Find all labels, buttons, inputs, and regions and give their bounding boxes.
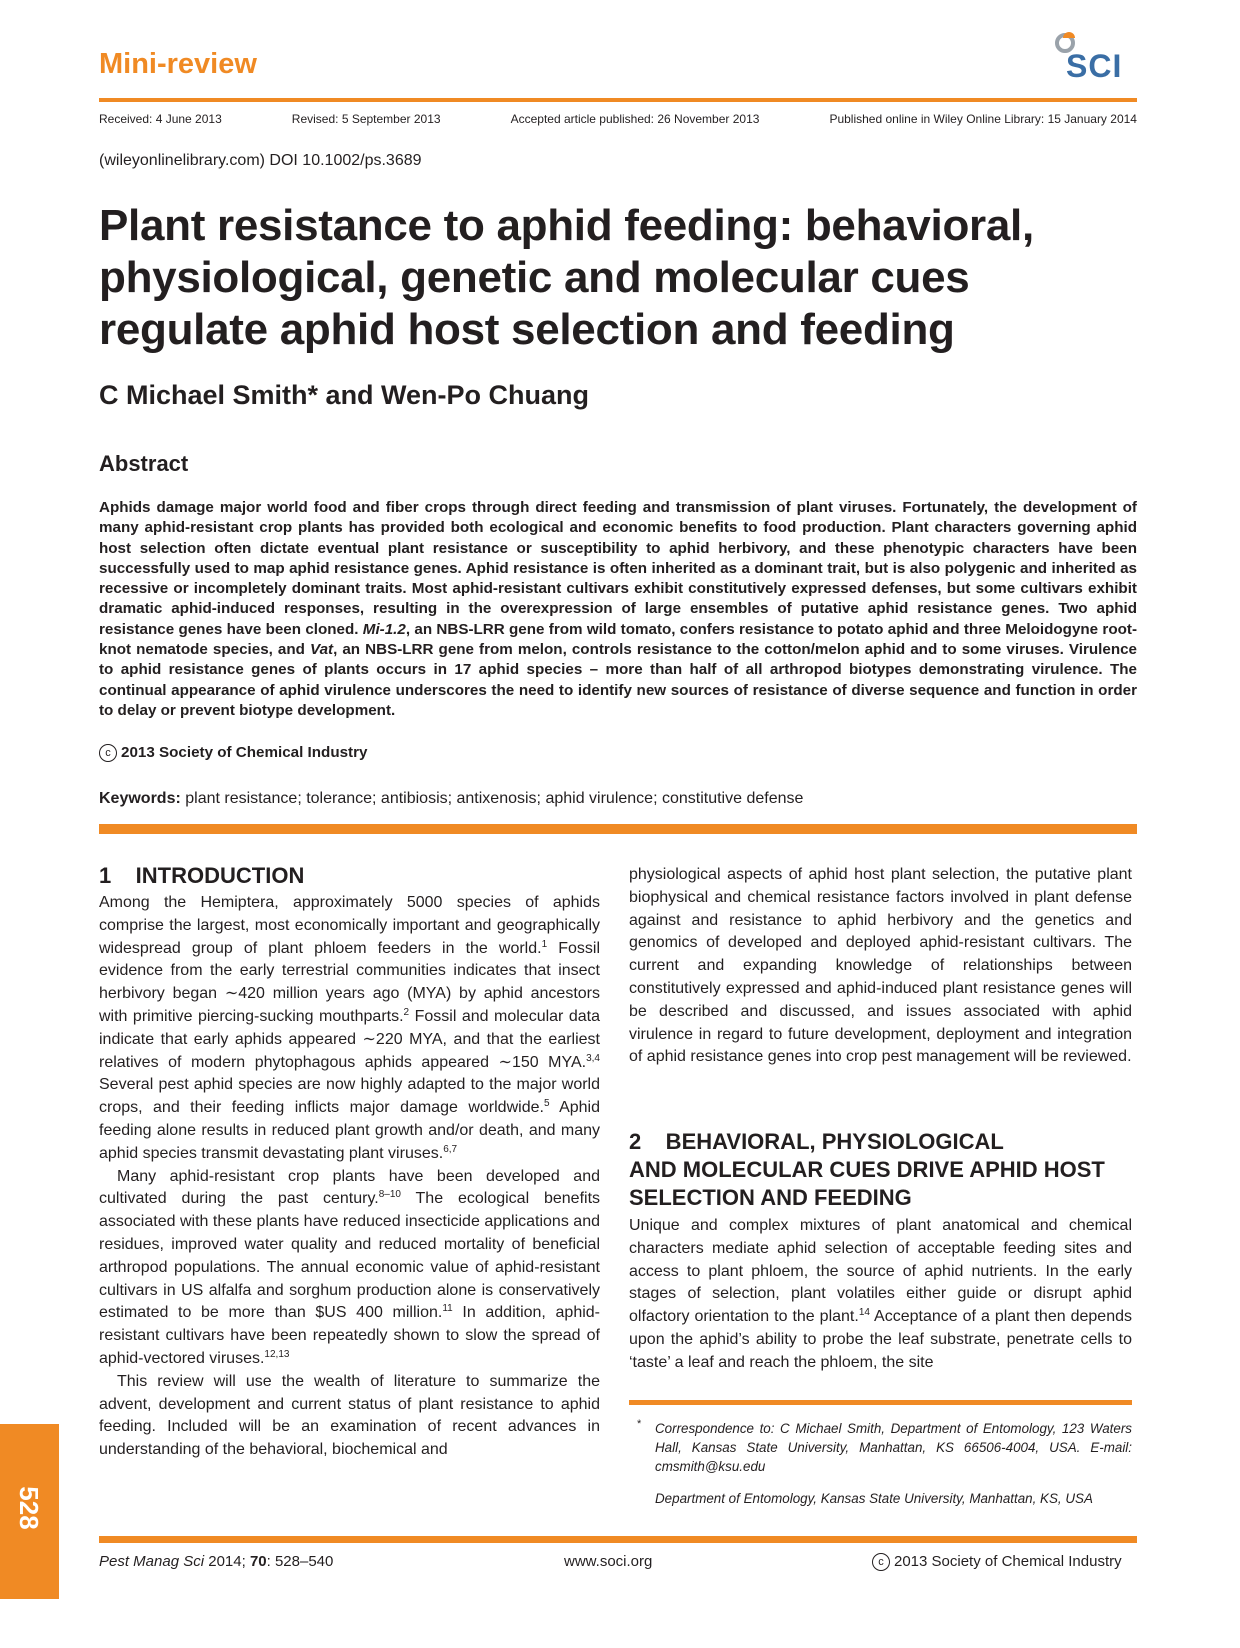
paragraph: Unique and complex mixtures of plant anatomical and chemical characters mediate aphid selection of acceptable feeding sites and access to plant phloem, the source of aphid nutrients. In the early stages of selection, plant volatiles either guide or disrupt aphid olfactory orientation to the plant.$^{14}$ Acceptance of a plant then depends upon the aphid’s ability to probe the leaf substrate, penetrate cells to ‘taste’ a leaf and reach the phloem, the site — [629, 1217, 1132, 1371]
copyright-icon: c — [99, 744, 117, 762]
sci-logo — [1052, 30, 1138, 84]
footnote-rule — [629, 1400, 1132, 1405]
gene-name: Vat — [310, 641, 334, 659]
copyright-icon: c — [872, 1553, 890, 1571]
section-1-heading: 1 INTRODUCTION — [99, 863, 305, 888]
paragraph: Many aphid-resistant crop plants have been developed and cultivated during the past century.$^{8-10}$ The ecological benefits associated with these plants have reduced insecticide applications and residues, improved water quality and reduced mortality of beneficial arthropod populations. The annual economic value of aphid-resistant cultivars in US alfalfa and sorghum production alone is conservatively estimated to be more than $US 400 million.$^{11}$ In addition, aphid-resistant cultivars have been repeatedly shown to slow the spread of aphid-vectored viruses.$^{12,13}$ — [99, 1167, 601, 1367]
citation: 6,7 — [443, 1143, 458, 1155]
keywords — [99, 790, 803, 808]
publication-dates — [99, 112, 1137, 126]
header-rule — [99, 98, 1137, 102]
citation: 1 — [541, 938, 548, 950]
citation: 14 — [858, 1307, 870, 1319]
citation: 11 — [442, 1303, 453, 1315]
journal-url[interactable]: www.soci.org — [564, 1553, 653, 1570]
citation: 12,13 — [264, 1348, 290, 1360]
footer-rule — [99, 1536, 1137, 1543]
citation: 2 — [403, 1006, 410, 1018]
accepted-date: Accepted article published: 26 November 2013 — [510, 112, 760, 126]
affiliation-footnote: Department of Entomology, Kansas State University, Manhattan, KS, USA — [655, 1491, 1093, 1506]
section-label: Mini-review — [99, 48, 257, 80]
logo-text: SCI — [1066, 48, 1123, 84]
citation: 3,4 — [586, 1052, 600, 1064]
body-column-left — [99, 862, 600, 1462]
keywords-text: plant resistance; tolerance; antibiosis; antixenosis; aphid virulence; constitutive defense — [185, 790, 804, 807]
abstract-heading: Abstract — [99, 451, 189, 476]
paragraph: This review will use the wealth of literature to summarize the advent, development and current status of plant resistance to aphid feeding. Included will be an examination of recent advances in understanding of the behavioral, biochemical and — [99, 1372, 600, 1459]
title-line: physiological, genetic and molecular cues — [99, 253, 970, 302]
section-2-text — [629, 1215, 1132, 1375]
article-title — [99, 200, 1159, 356]
body-column-right — [629, 864, 1132, 1069]
received-date: Received: 4 June 2013 — [99, 112, 222, 126]
gene-name: Mi-1.2 — [362, 620, 406, 638]
paragraph: Among the Hemiptera, approximately 5000 species of aphids comprise the largest, most economically important and geographically widespread group of plant phloem feeders in the world.$^1$ Fossil evidence from the early terrestrial communities indicates that insect herbivory began ∼420 million years ago (MYA) by aphid ancestors with primitive piercing-sucking mouthparts.$^2$ Fossil and molecular data indicate that early aphids appeared ∼220 MYA, and that the earliest relatives of modern phytophagous aphids appeared ∼150 MYA.$^{3,4}$ Several pest aphid species are now highly adapted to the major world crops, and their feeding inflicts major damage worldwide.$^5$ Aphid feeding alone results in reduced plant growth and/or death, and many aphid species transmit devastating plant viruses.$^{6,7}$ — [99, 894, 600, 1162]
abstract-text: Aphids damage major world food and fiber crops through direct feeding and transmission of plant viruses. Fortunately, the development of many aphid-resistant crop plants has provided both ecological and economic benefits to food production. Plant characters governing aphid host selection often dictate eventual plant resistance or susceptibility to aphid herbivory, and these phenotypic characters have been successfully used to map aphid resistance genes. Aphid resistance is often inherited as a dominant trait, but is also polygenic and inherited as recessive or incompletely dominant traits. Most aphid-resistant cultivars exhibit constitutively expressed defenses, but some cultivars exhibit dramatic aphid-induced responses, resulting in the overexpression of large ensembles of putative aphid resistance genes. Two aphid resistance genes have been cloned. Mi-1.2, an NBS-LRR gene from wild tomato, confers resistance to potato aphid and three Meloidogyne root-knot nematode species, and Vat, an NBS-LRR gene from melon, controls resistance to the cotton/melon aphid and to some viruses. Virulence to aphid resistance genes of plants occurs in 17 aphid species – more than half of all arthropod biotypes demonstrating virulence. The continual appearance of aphid virulence underscores the need to identify new sources of resistance of diverse sequence and function in order to delay or prevent biotype development. — [99, 499, 1138, 719]
abstract-rule — [99, 824, 1137, 834]
section-2-heading: 2 BEHAVIORAL, PHYSIOLOGICAL AND MOLECULAR CUES DRIVE APHID HOST SELECTION AND FEEDING — [629, 1129, 1105, 1210]
published-date: Published online in Wiley Online Library: 15 January 2014 — [829, 112, 1137, 126]
title-line: regulate aphid host selection and feeding — [99, 305, 955, 354]
title-line: Plant resistance to aphid feeding: behavioral, — [99, 201, 1034, 250]
doi: (wileyonlinelibrary.com) DOI 10.1002/ps.3689 — [99, 152, 422, 169]
citation: 8–10 — [378, 1189, 401, 1201]
abstract-copyright: c 2013 Society of Chemical Industry — [99, 744, 367, 762]
keywords-label: Keywords: — [99, 790, 181, 807]
revised-date: Revised: 5 September 2013 — [291, 112, 441, 126]
citation: 5 — [543, 1098, 550, 1110]
authors: C Michael Smith* and Wen-Po Chuang — [99, 380, 590, 410]
journal-citation: Pest Manag Sci 2014; 70: 528–540 — [99, 1553, 334, 1570]
footer-copyright: c 2013 Society of Chemical Industry — [872, 1553, 1122, 1571]
correspondence-footnote: Correspondence to: C Michael Smith, Department of Entomology, 123 Waters Hall, Kansas State University, Manhattan, KS 66506-4004, USA. E-mail: cmsmith@ksu.edu — [655, 1421, 1132, 1474]
footnote-marker: * — [637, 1418, 642, 1430]
paragraph: physiological aspects of aphid host plant selection, the putative plant biophysical and chemical resistance factors involved in plant defense against and resistance to aphid herbivory and the genetics and genomics of developed and deployed aphid-resistant cultivars. The current and expanding knowledge of relationships between constitutively expressed and aphid-induced plant resistance genes will be described and discussed, and issues associated with aphid virulence in regard to future development, deployment and integration of aphid resistance genes into crop pest management will be reviewed. — [629, 866, 1132, 1066]
page-number: 528 — [14, 1486, 45, 1530]
